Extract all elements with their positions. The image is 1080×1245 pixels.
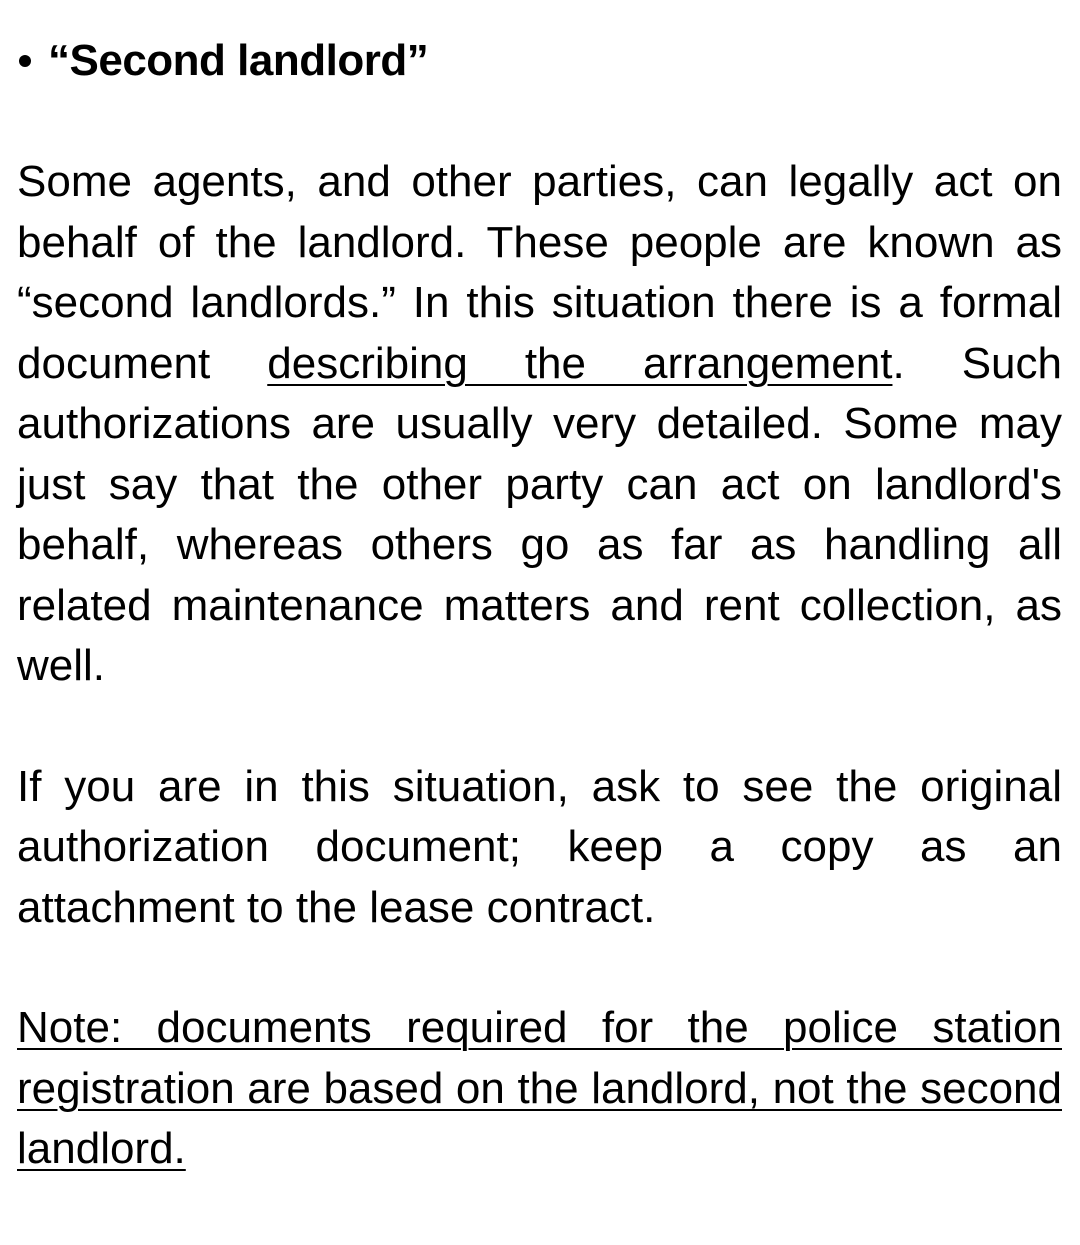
registration-note: Note: documents required for the police station registration are based on the landlord, not the second landlord. — [17, 1003, 1062, 1173]
paragraph-text-start: Some agents, and other parties, can legally act on behalf of the landlord. These people are known as “second landlords.” In this situation there is a formal document — [17, 157, 1062, 388]
paragraph-second-landlord-definition — [17, 152, 1062, 697]
paragraph-text-end: . Such authorizations are usually very detailed. Some may just say that the other party can act on landlord's behalf, whereas others go as far as handling all related maintenance matters and rent collection, as well. — [17, 338, 1062, 690]
paragraph-advice: If you are in this situation, ask to see the original authorization document; keep a copy as an attachment to the lease contract. — [17, 761, 1062, 932]
bullet-icon — [19, 55, 31, 67]
section-heading — [17, 30, 1062, 92]
document-body — [17, 30, 1062, 1180]
section-heading-text: “Second landlord” — [48, 36, 429, 85]
underlined-phrase: describing the arrangement — [267, 338, 893, 388]
